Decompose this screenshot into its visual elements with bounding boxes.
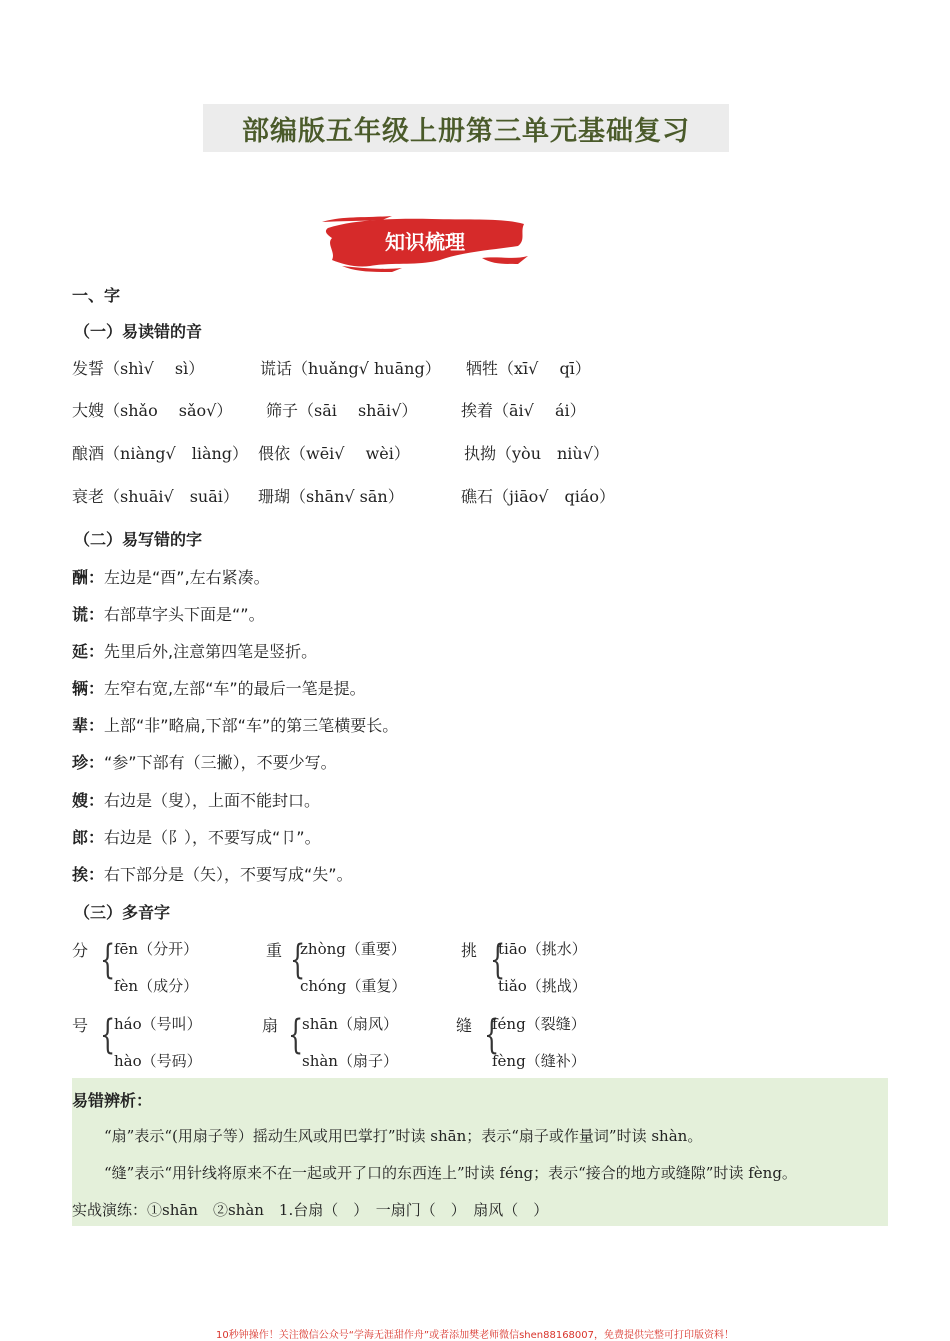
brace-icon: { — [288, 1012, 304, 1058]
writing-rule: 辈：上部“非”略扁,下部“车”的第三笔横要长。 — [72, 716, 399, 735]
brace-icon: { — [100, 937, 116, 983]
polyphone-reading: shān（扇风） — [302, 1015, 398, 1033]
banner-label: 知识梳理 — [385, 229, 465, 254]
pron-item: 衰老（shuāi√ suāi） — [72, 487, 239, 506]
section-banner — [322, 206, 528, 274]
polyphone-char: 分 — [72, 941, 89, 960]
polyphone-char: 挑 — [461, 941, 478, 960]
polyphone-reading: fēn（分开） — [114, 940, 199, 958]
polyphone-reading: chóng（重复） — [300, 977, 407, 995]
pron-item: 筛子（sāi shāi√） — [266, 401, 418, 420]
polyphone-char: 扇 — [262, 1016, 279, 1035]
polyphone-reading: fèn（成分） — [114, 977, 199, 995]
pron-item: 牺牲（xī√ qī） — [466, 359, 591, 378]
pron-item: 发誓（shì√ sì） — [72, 359, 205, 378]
polyphone-reading: hào（号码） — [114, 1052, 202, 1070]
notes-line: “扇”表示“(用扇子等）摇动生风或用巴掌打”时读 shān；表示“扇子或作量词”时读 shàn。 — [104, 1127, 703, 1145]
writing-rule: 嫂：右边是（叟），上面不能封口。 — [72, 791, 321, 810]
writing-rule: 谎：右部草字头下面是“”。 — [72, 605, 265, 624]
pron-item: 珊瑚（shān√ sān） — [258, 487, 404, 506]
subsection-heading-writing: （二）易写错的字 — [74, 530, 203, 549]
polyphone-reading: tiǎo（挑战） — [498, 977, 587, 995]
writing-rule: 挨：右下部分是（矢），不要写成“失”。 — [72, 865, 353, 884]
polyphone-reading: féng（裂缝） — [492, 1015, 586, 1033]
pron-item: 执拗（yòu niù√） — [464, 444, 609, 463]
practice-line: 实战演练：①shān ②shàn 1.台扇（ ） 一扇门（ ） 扇风（ ） — [72, 1201, 549, 1219]
section-heading: 一、字 — [72, 286, 121, 305]
brace-icon: { — [484, 1012, 500, 1058]
error-analysis-box — [72, 1078, 888, 1226]
brace-icon: { — [100, 1012, 116, 1058]
notes-line: “缝”表示“用针线将原来不在一起或开了口的东西连上”时读 féng；表示“接合的地方或缝隙”时读 fèng。 — [104, 1164, 797, 1182]
pron-item: 挨着（āi√ ái） — [461, 401, 586, 420]
pron-item: 酿酒（niàng√ liàng） — [72, 444, 249, 463]
notes-title: 易错辨析： — [72, 1091, 153, 1110]
pron-item: 礁石（jiāo√ qiáo） — [461, 487, 615, 506]
pron-item: 大嫂（shǎo sǎo√） — [72, 401, 233, 420]
writing-rule: 郎：右边是（阝），不要写成“卩”。 — [72, 828, 321, 847]
brace-icon: { — [490, 937, 506, 983]
polyphone-char: 重 — [266, 941, 283, 960]
subsection-heading-pronunciation: （一）易读错的音 — [74, 322, 203, 341]
title-banner — [203, 104, 729, 152]
writing-rule: 延：先里后外,注意第四笔是竖折。 — [72, 642, 318, 661]
polyphone-char: 缝 — [456, 1016, 473, 1035]
polyphone-reading: shàn（扇子） — [302, 1052, 398, 1070]
pron-item: 偎依（wēi√ wèi） — [258, 444, 410, 463]
polyphone-char: 号 — [72, 1016, 89, 1035]
polyphone-reading: háo（号叫） — [114, 1015, 202, 1033]
writing-rule: 珍：“参”下部有（三撇），不要少写。 — [72, 753, 337, 772]
polyphone-reading: zhòng（重要） — [300, 940, 406, 958]
page-title: 部编版五年级上册第三单元基础复习 — [242, 115, 690, 147]
brace-icon: { — [290, 937, 306, 983]
footer-notice: 10秒钟操作！关注微信公众号“学海无涯甜作舟”或者添加樊老师微信shen88168007，免费提供完整可打印版资料！ — [215, 1330, 735, 1341]
pron-item: 谎话（huǎng√ huāng） — [260, 359, 441, 378]
polyphone-reading: fèng（缝补） — [492, 1052, 586, 1070]
writing-rule: 酬：左边是“酉”,左右紧凑。 — [72, 568, 270, 587]
polyphone-reading: tiāo（挑水） — [498, 940, 587, 958]
writing-rule: 辆：左窄右宽,左部“车”的最后一笔是提。 — [72, 679, 366, 698]
subsection-heading-polyphone: （三）多音字 — [74, 903, 171, 922]
